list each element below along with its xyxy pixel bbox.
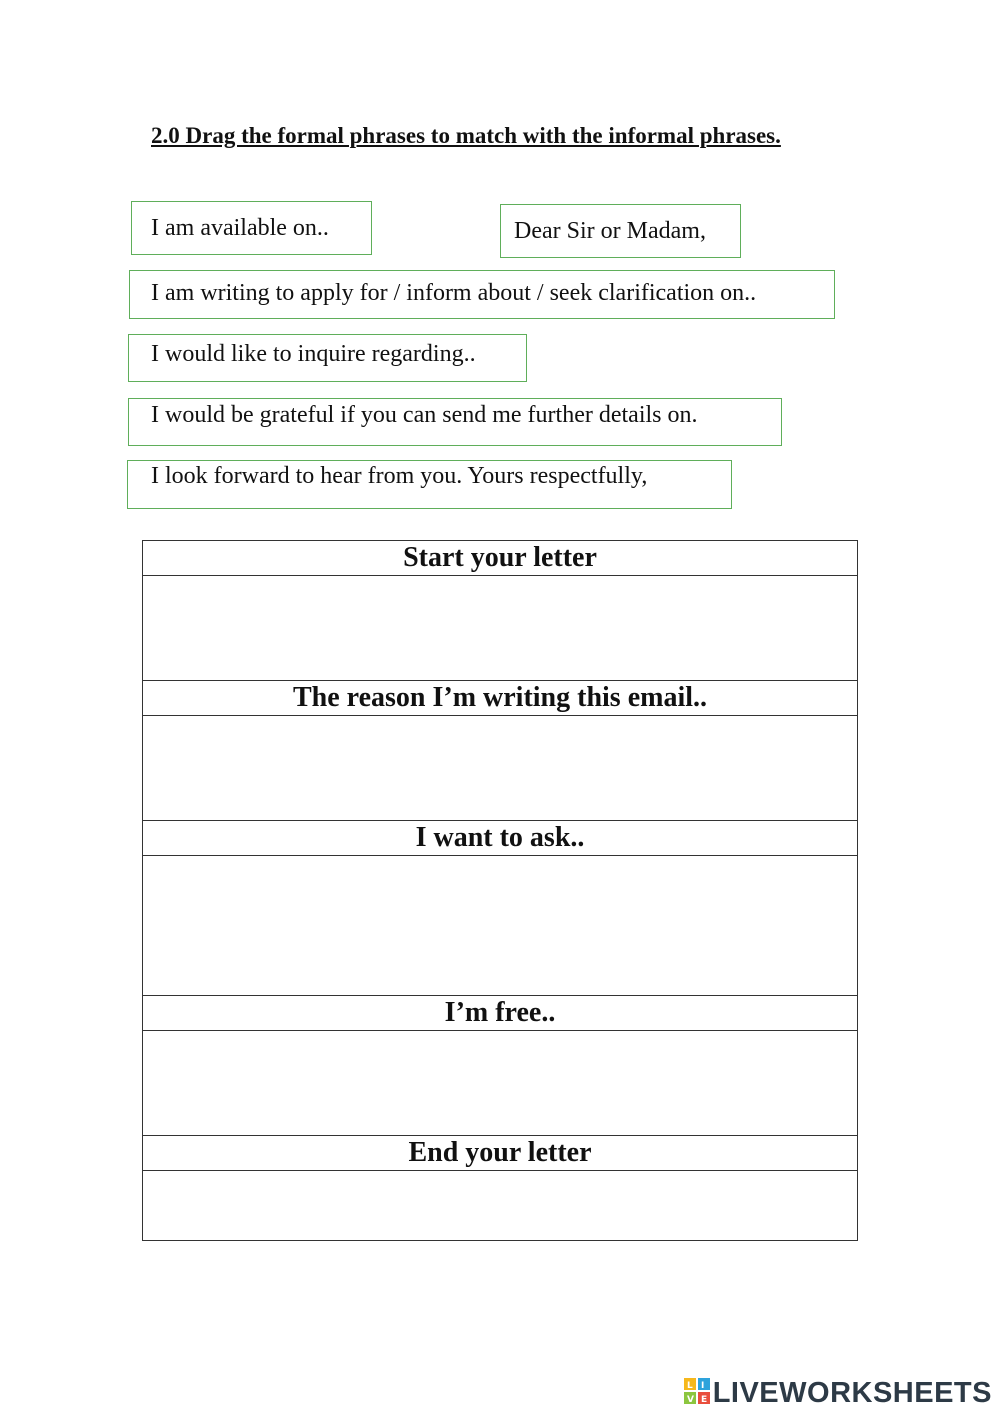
phrase-chip-look-forward[interactable]: I look forward to hear from you. Yours respectfully,: [127, 460, 732, 509]
drop-zone-row: [143, 1171, 858, 1241]
drop-zone-row: [143, 576, 858, 681]
liveworksheets-logo-icon: [684, 1378, 710, 1409]
table-header-row: [143, 681, 858, 716]
phrase-chip-grateful[interactable]: I would be grateful if you can send me further details on.: [128, 398, 782, 446]
logo-text: LIVEWORKSHEETS: [712, 1376, 992, 1409]
table-header-row: [143, 1136, 858, 1171]
header-want-to-ask: I want to ask..: [143, 821, 858, 856]
header-reason: The reason I’m writing this email..: [143, 681, 858, 716]
table-header-row: [143, 541, 858, 576]
phrase-chip-available[interactable]: I am available on..: [131, 201, 372, 255]
drop-zone-row: [143, 856, 858, 996]
letter-structure-table: [142, 540, 858, 1241]
table-header-row: [143, 821, 858, 856]
svg-text:V: V: [686, 1394, 694, 1404]
drop-zone-row: [143, 1031, 858, 1136]
svg-text:I: I: [700, 1380, 705, 1391]
drop-zone-want-to-ask[interactable]: [143, 856, 858, 996]
header-free: I’m free..: [143, 996, 858, 1031]
drop-zone-reason[interactable]: [143, 716, 858, 821]
svg-text:E: E: [700, 1394, 707, 1404]
phrase-chip-dear-sir[interactable]: Dear Sir or Madam,: [500, 204, 741, 258]
drop-zone-free[interactable]: [143, 1031, 858, 1136]
svg-text:L: L: [686, 1380, 693, 1391]
header-end-letter: End your letter: [143, 1136, 858, 1171]
drop-zone-start-letter[interactable]: [143, 576, 858, 681]
table-header-row: [143, 996, 858, 1031]
liveworksheets-logo: [684, 1376, 992, 1410]
header-start-letter: Start your letter: [143, 541, 858, 576]
drop-zone-row: [143, 716, 858, 821]
phrase-chip-inquire[interactable]: I would like to inquire regarding..: [128, 334, 527, 382]
drop-zone-end-letter[interactable]: [143, 1171, 858, 1241]
instruction-text: 2.0 Drag the formal phrases to match with the informal phrases.: [151, 123, 781, 148]
phrase-chip-writing-to-apply[interactable]: I am writing to apply for / inform about / seek clarification on..: [129, 270, 835, 319]
